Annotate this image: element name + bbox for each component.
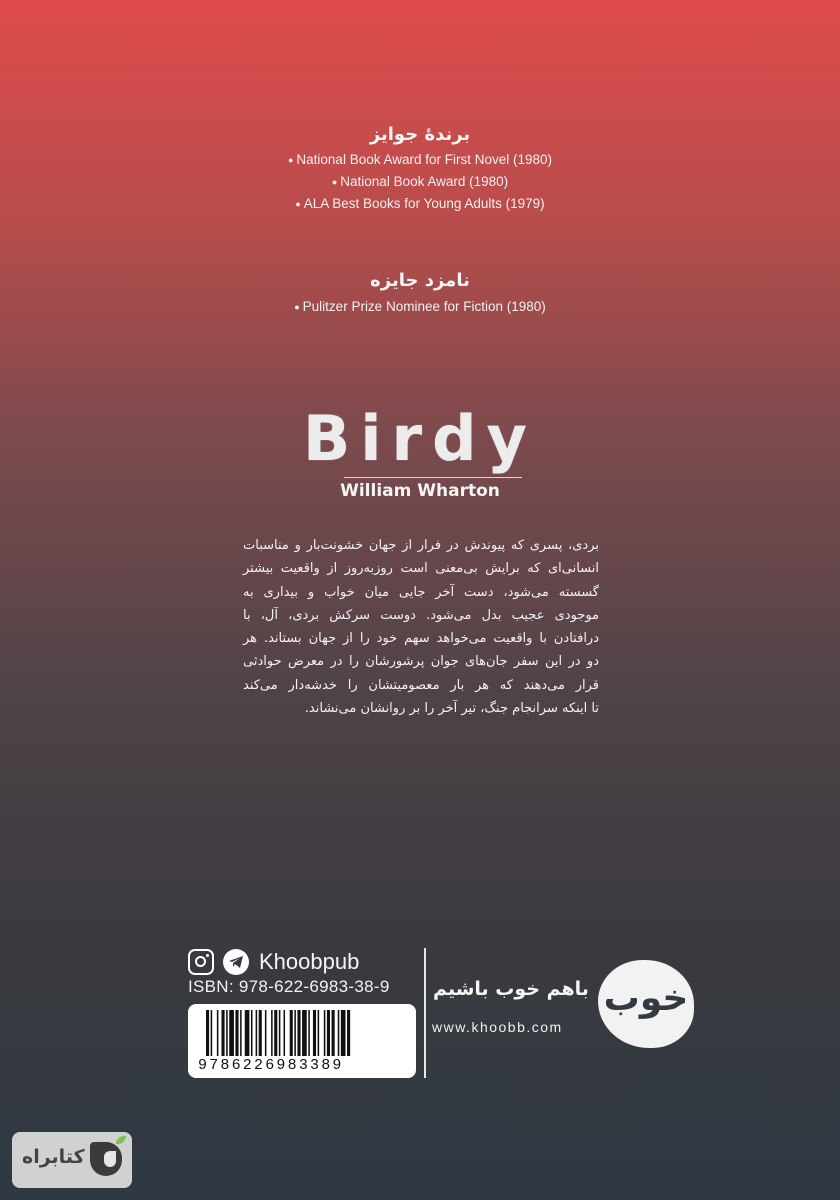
social-row — [188, 948, 359, 976]
nominee-item: ● Pulitzer Prize Nominee for Fiction (1980) — [0, 296, 840, 318]
title-divider — [344, 477, 522, 478]
awards-title: برندهٔ جوایز — [369, 124, 471, 145]
publisher-slogan: باهم خوب باشیم — [433, 978, 589, 1000]
social-handle: Khoobpub — [259, 949, 360, 974]
telegram-icon[interactable] — [223, 949, 249, 975]
isbn-label: ISBN: 978-622-6983-38-9 — [188, 977, 390, 996]
synopsis-line: دو در این سفر جان‌های جوان پرشورشان را در معرض حوادثی — [243, 654, 599, 670]
instagram-icon[interactable] — [188, 949, 214, 975]
publisher-logo — [592, 952, 704, 1056]
publisher-logo-text: خوب — [603, 978, 689, 1019]
barcode-digits: 9786226983389 — [198, 1057, 344, 1074]
synopsis-line: بردی، پسری که پیوندش در فرار از جهان خشونت‌بار و مناسبات — [243, 538, 599, 553]
synopsis-line: موجودی عجیب بدل می‌شود. دوست سرکش بردی، آل، با — [243, 607, 599, 623]
barcode-bars — [206, 1010, 398, 1056]
watermark-text: کتابراه — [22, 1146, 85, 1168]
award-item: ● National Book Award (1980) — [0, 171, 840, 193]
nominee-title: نامزد جایزه — [370, 270, 470, 291]
synopsis-line: انسانی‌ای که برایش بی‌معنی است روزبه‌روز از واقعیت بیشتر — [243, 561, 599, 577]
publisher-website[interactable]: www.khoobb.com — [432, 1019, 563, 1035]
ketabrah-watermark — [12, 1132, 132, 1188]
synopsis-line: درافتادن با واقعیت می‌خواهد سهم خود را از جهان بستاند. هر — [243, 631, 599, 647]
book-title: Birdy — [303, 402, 537, 475]
synopsis-line: تا اینکه سرانجام جنگ، تیر آخر را بر روانشان می‌نشاند. — [304, 701, 599, 717]
synopsis — [243, 534, 599, 720]
book-author: William Wharton — [340, 481, 500, 501]
award-item: ● ALA Best Books for Young Adults (1979) — [0, 193, 840, 215]
award-item: ● National Book Award for First Novel (1980) — [0, 149, 840, 171]
ketabrah-logo-icon — [90, 1142, 122, 1176]
barcode — [188, 1004, 416, 1078]
synopsis-line: قرار می‌دهند که هر بار معصومیتشان را خدشه‌دار می‌کند — [243, 677, 599, 693]
synopsis-line: گسسته می‌شود، دست آخر جایی میان خواب و بیداری به — [243, 584, 599, 600]
publisher-divider — [424, 948, 426, 1078]
